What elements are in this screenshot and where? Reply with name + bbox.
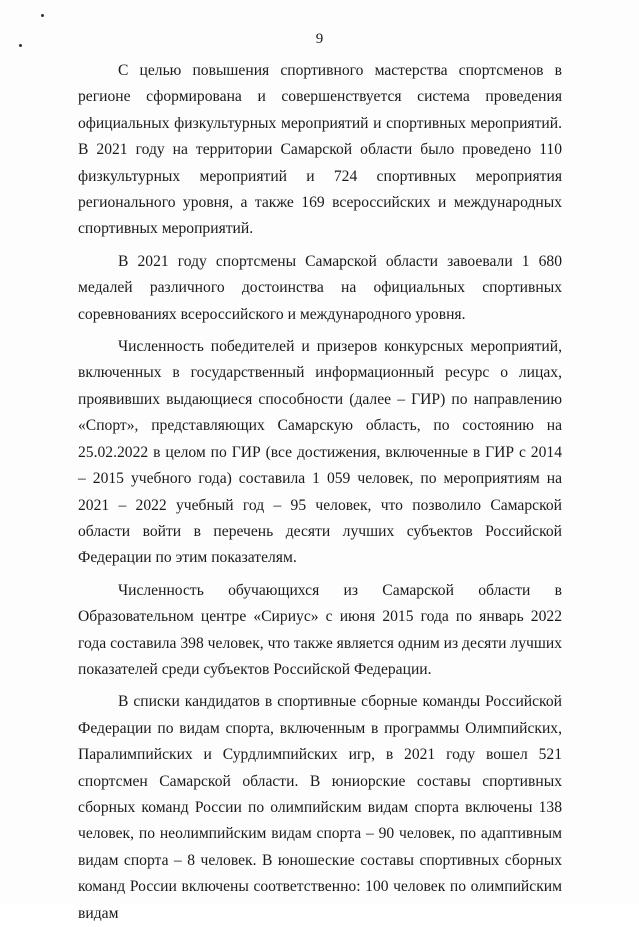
- scan-speck: [41, 14, 44, 17]
- document-body: [78, 58, 562, 927]
- paragraph-sirius-center: Численность обучающихся из Самарской области в Образовательном центре «Сириус» с июня 2015 года по январь 2022 года составила 398 человек, что также является одним из десяти лучших показателей среди субъектов Российской Федерации.: [78, 581, 562, 678]
- paragraph-national-teams: В списки кандидатов в спортивные сборные команды Российской Федерации по видам спорта, включенным в программы Олимпийских, Паралимпийских и Сурдлимпийских игр, в 2021 году вошел 521 спортсмен Самарской области. В юниорские составы спортивных сборных команд России по олимпийским видам спорта включены 138 человек, по неолимпийским видам спорта – 90 человек, по адаптивным видам спорта – 8 человек. В юношеские составы спортивных сборных команд России включены соответственно: 100 человек по олимпийским видам: [78, 693, 562, 922]
- paragraph-medals: В 2021 году спортсмены Самарской области завоевали 1 680 медалей различного достоинства на официальных спортивных соревнованиях всероссийского и международного уровня.: [78, 252, 562, 323]
- paragraph-gir-winners: Численность победителей и призеров конкурсных мероприятий, включенных в государственный информационный ресурс о лицах, проявивших выдающиеся способности (далее – ГИР) по направлению «Спорт», представляющих Самарскую область, по состоянию на 25.02.2022 в целом по ГИР (все достижения, включенные в ГИР с 2014 – 2015 учебного года) составила 1 059 человек, по мероприятиям на 2021 – 2022 учебный год – 95 человек, что позволило Самарской области войти в перечень десяти лучших субъектов Российской Федерации по этим показателям.: [78, 338, 562, 567]
- paragraph-sports-events: С целью повышения спортивного мастерства спортсменов в регионе сформирована и совершенствуется система проведения официальных физкультурных мероприятий и спортивных мероприятий. В 2021 году на территории Самарской области было проведено 110 физкультурных мероприятий и 724 спортивных мероприятия регионального уровня, а также 169 всероссийских и международных спортивных мероприятий.: [78, 62, 562, 238]
- page-number: 9: [315, 31, 324, 47]
